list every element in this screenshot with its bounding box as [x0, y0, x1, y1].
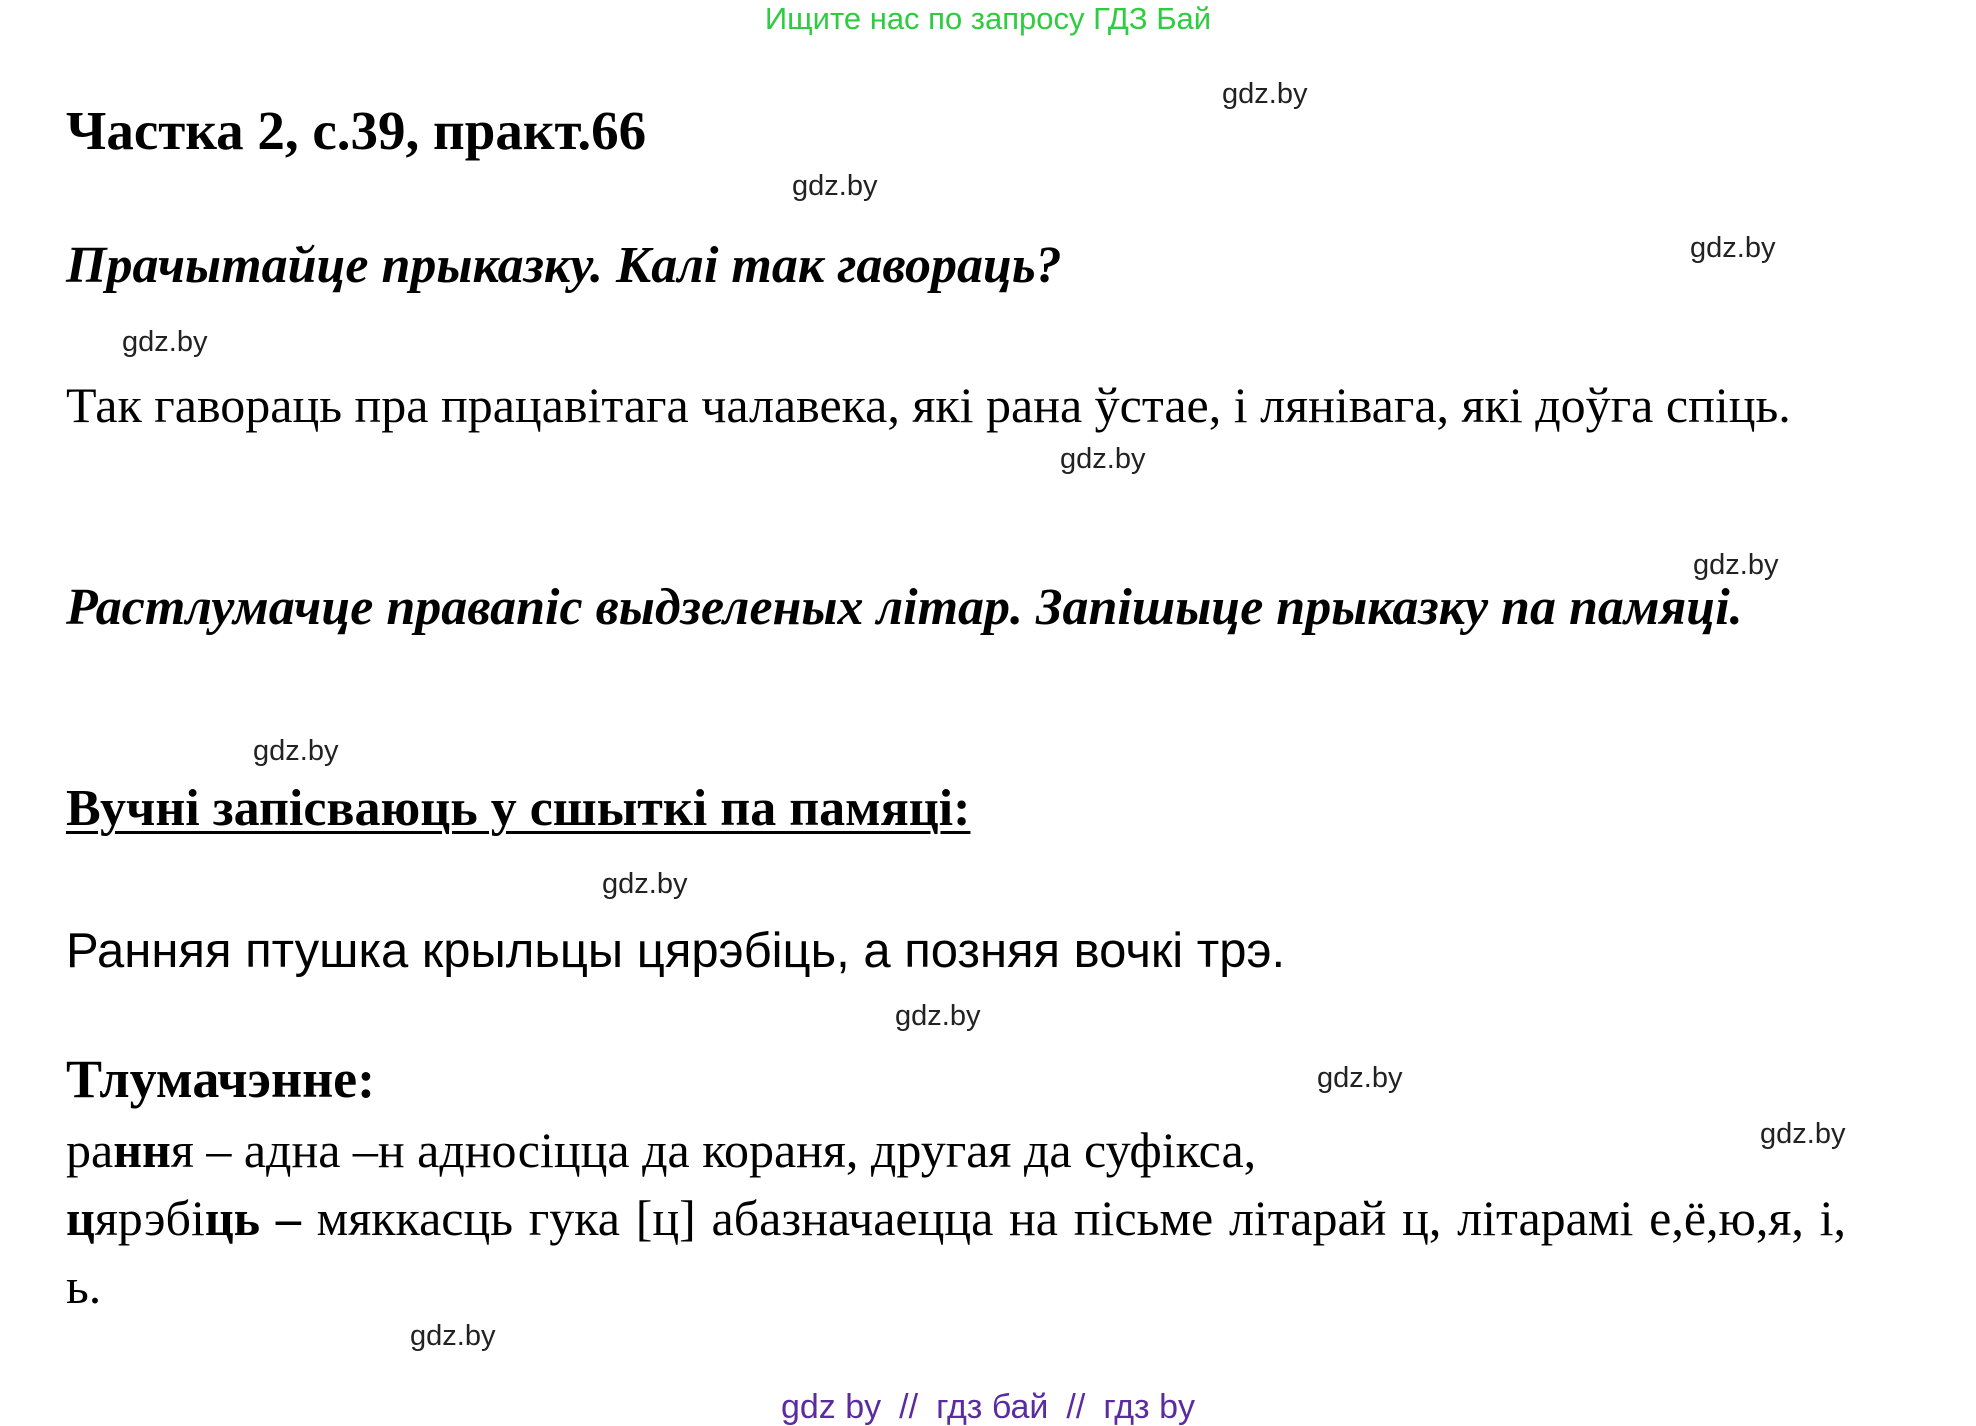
explanation-heading: Тлумачэнне:: [66, 1049, 376, 1109]
watermark: gdz.by: [792, 170, 878, 202]
expl2-part: мяккасць гука [ц] абазначаецца на пісьме літарай ц, літарамі е,ё,ю,я, і, ь.: [66, 1190, 1847, 1314]
expl1-highlight: нн: [113, 1122, 171, 1178]
page-title: Частка 2, с.39, практ.66: [66, 100, 647, 161]
task-question-2: Растлумачце правапіс выдзеленых літар. Запішыце прыказку па памяці.: [66, 579, 1743, 636]
watermark: gdz.by: [895, 1000, 981, 1032]
watermark: gdz.by: [1060, 443, 1146, 475]
watermark: gdz.by: [602, 868, 688, 900]
expl2-highlight: ц: [66, 1190, 95, 1246]
footer-link-gdz-by-cyr[interactable]: гдз by: [1103, 1388, 1195, 1426]
footer-link-gdz-by[interactable]: gdz by: [780, 1388, 882, 1426]
watermark: gdz.by: [410, 1320, 496, 1352]
students-heading: Вучні запісваюць у сшыткі па памяці:: [66, 780, 971, 837]
watermark: gdz.by: [1693, 549, 1779, 581]
watermark: gdz.by: [1690, 232, 1776, 264]
footer-link-gdz-bai[interactable]: гдз бай: [936, 1388, 1049, 1426]
task-question-1: Прачытайце прыказку. Калі так гавораць?: [66, 237, 1062, 294]
watermark: gdz.by: [1222, 78, 1308, 110]
answer-text-1: Так гавораць пра працавітага чалавека, які рана ўстае, і лянівага, які доўга спіць.: [66, 377, 1791, 433]
watermark: gdz.by: [1317, 1062, 1403, 1094]
top-banner: Ищите нас по запросу ГДЗ Бай: [764, 1, 1212, 36]
explanation-line-2: [66, 1184, 1846, 1320]
footer-separator: //: [899, 1388, 919, 1426]
explanation-line-1: [66, 1116, 1846, 1184]
footer: [0, 1388, 1976, 1426]
watermark: gdz.by: [1760, 1118, 1846, 1150]
footer-separator: //: [1066, 1388, 1086, 1426]
watermark: gdz.by: [122, 326, 208, 358]
expl2-highlight: ць –: [204, 1190, 301, 1246]
expl1-part: ра: [66, 1122, 114, 1178]
expl1-part: я – адна –н адносіцца да кораня, другая да суфікса,: [170, 1122, 1257, 1178]
expl2-part: ярэбі: [94, 1190, 205, 1246]
proverb-text: Ранняя птушка крыльцы цярэбіць, а позняя вочкі трэ.: [66, 924, 1286, 978]
watermark: gdz.by: [253, 735, 339, 767]
